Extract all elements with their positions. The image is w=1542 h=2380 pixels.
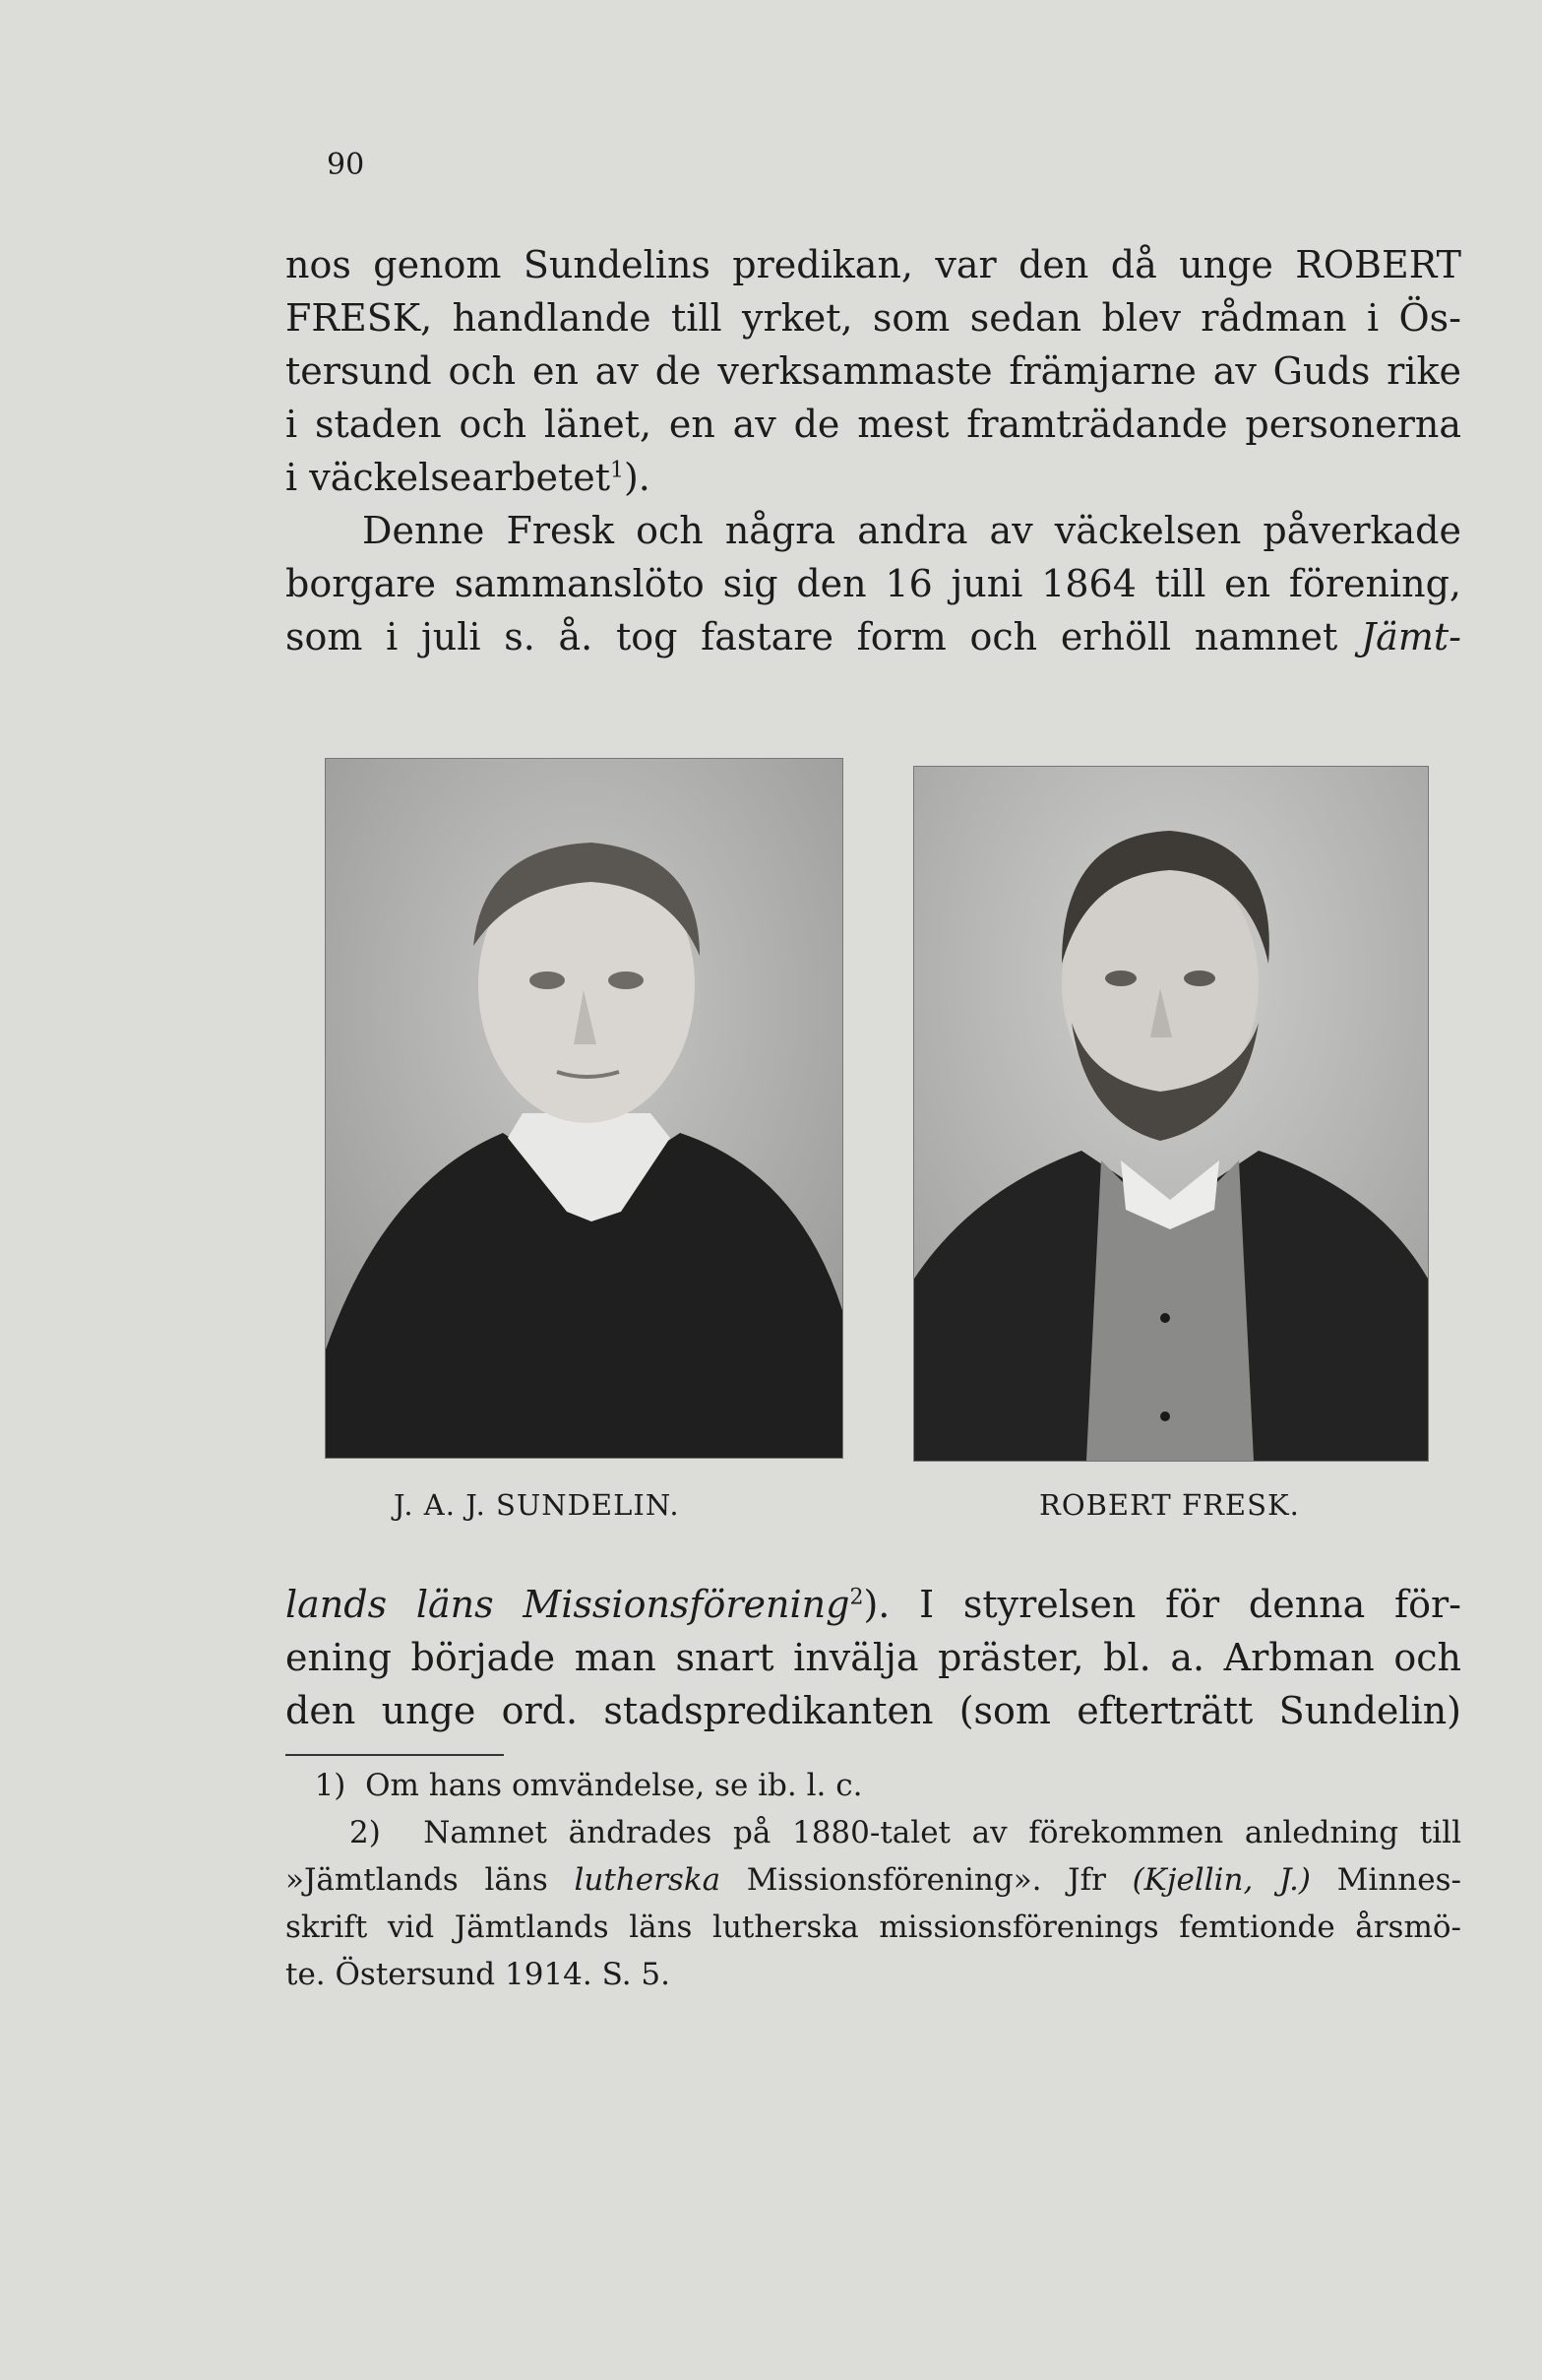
text-line: den unge ord. stadspredikanten (som efterträtt Sundelin) bbox=[285, 1689, 1461, 1732]
footnote-marker: 2) bbox=[349, 1815, 381, 1850]
caption-sundelin: J. A. J. SUNDELIN. bbox=[394, 1488, 680, 1522]
text-line: ening började man snart invälja präster, bl. a. Arbman och bbox=[285, 1636, 1461, 1679]
text-fragment: ). I styrelsen för denna för- bbox=[863, 1583, 1461, 1626]
footnote-text: Missionsförening». Jfr bbox=[746, 1862, 1106, 1898]
italic-fragment: lutherska bbox=[574, 1862, 721, 1898]
footnote-1 bbox=[285, 1762, 1461, 1809]
footnote-ref[interactable]: 2 bbox=[849, 1585, 864, 1610]
text-line: FRESK, handlande till yrket, som sedan blev rådman i Ös- bbox=[285, 296, 1461, 340]
footnote-divider bbox=[285, 1754, 504, 1756]
text-line: i staden och länet, en av de mest framträdande personerna bbox=[285, 403, 1461, 446]
portrait-sundelin bbox=[325, 758, 843, 1459]
footnote-marker: 1) bbox=[314, 1768, 346, 1803]
footnote-text: »Jämtlands läns bbox=[285, 1862, 548, 1898]
text-fragment: ). bbox=[623, 456, 650, 499]
footnote-text: Namnet ändrades på 1880-talet av förekommen anledning till bbox=[423, 1815, 1461, 1850]
footnote-text: Minnes- bbox=[1336, 1862, 1461, 1898]
text-line bbox=[285, 451, 1461, 504]
footnote-text: Om hans omvändelse, se ib. l. c. bbox=[365, 1768, 863, 1803]
text-line: nos genom Sundelins predikan, var den då unge ROBERT bbox=[285, 243, 1461, 286]
footnotes bbox=[285, 1762, 1461, 1998]
portrait-sundelin-image bbox=[326, 759, 842, 1458]
text-line: tersund och en av de verksammaste främjarne av Guds rike bbox=[285, 349, 1461, 393]
footnote-2-line bbox=[285, 1856, 1461, 1904]
footnote-2-line bbox=[285, 1809, 1461, 1856]
caption-fresk: ROBERT FRESK. bbox=[1039, 1488, 1300, 1522]
footnote-2-line: skrift vid Jämtlands läns lutherska missionsförenings femtionde årsmö- bbox=[285, 1910, 1461, 1945]
text-line bbox=[285, 1578, 1461, 1631]
paragraph-top bbox=[285, 238, 1461, 663]
page-number: 90 bbox=[327, 148, 365, 182]
text-fragment: som i juli s. å. tog fastare form och erhöll namnet bbox=[285, 615, 1338, 658]
text-line: borgare sammanslöto sig den 16 juni 1864 till en förening, bbox=[285, 562, 1461, 605]
portrait-fresk-image bbox=[914, 767, 1428, 1461]
text-fragment: i väckelsearbetet bbox=[285, 456, 610, 499]
paragraph-bottom bbox=[285, 1578, 1461, 1737]
footnote-2-line: te. Östersund 1914. S. 5. bbox=[285, 1957, 671, 1992]
italic-fragment: lands läns Missionsförening bbox=[285, 1583, 850, 1626]
italic-fragment: Jämt- bbox=[1360, 615, 1461, 658]
text-line bbox=[285, 610, 1461, 663]
footnote-ref[interactable]: 1 bbox=[609, 458, 624, 483]
portrait-fresk bbox=[913, 766, 1429, 1462]
text-line: Denne Fresk och några andra av väckelsen påverkade bbox=[362, 509, 1461, 552]
italic-fragment: (Kjellin, J.) bbox=[1132, 1862, 1311, 1898]
